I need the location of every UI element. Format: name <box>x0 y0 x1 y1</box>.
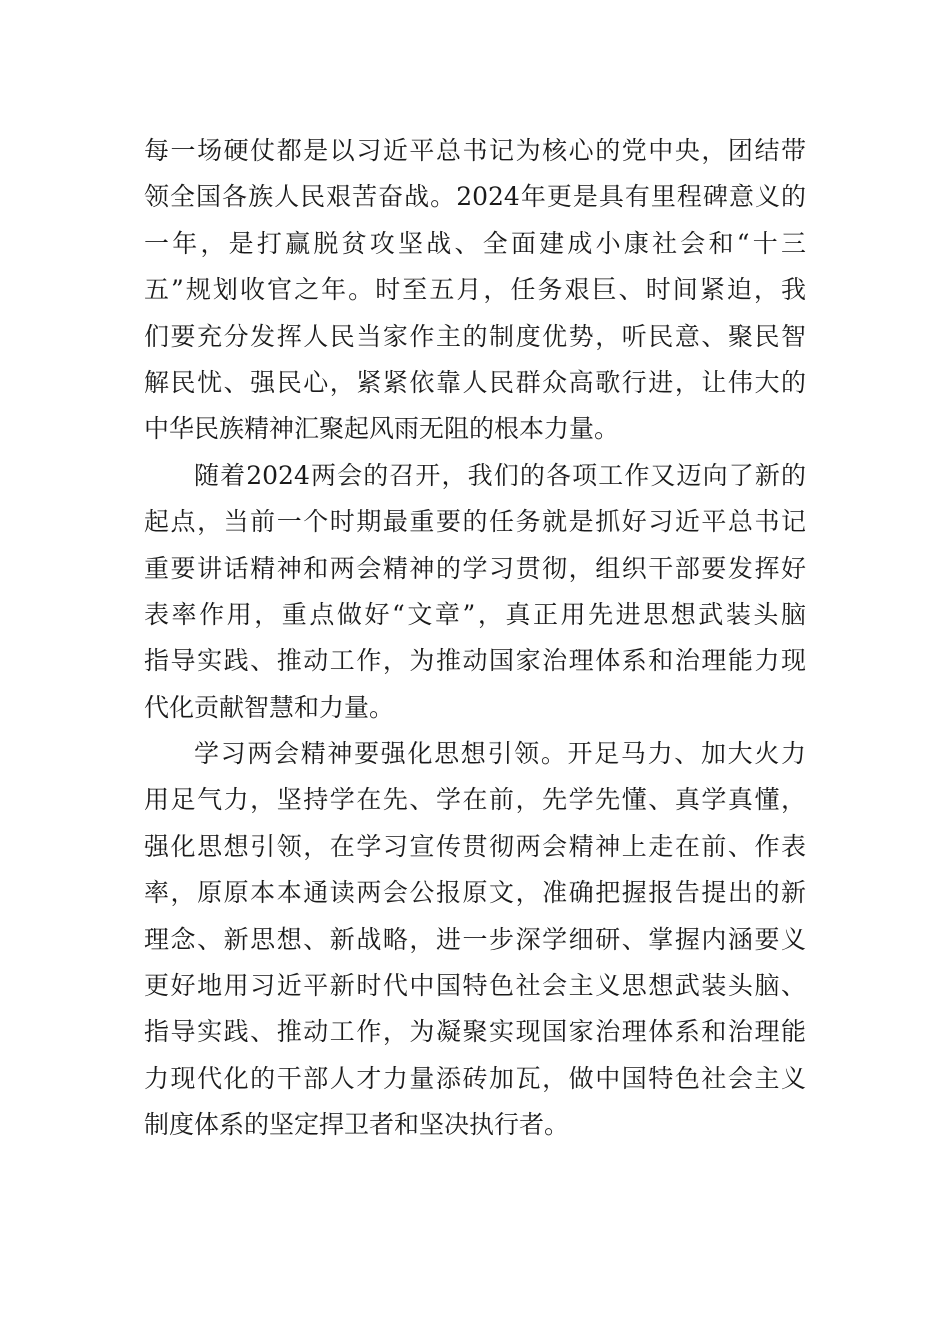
paragraph-line: 重要讲话精神和两会精神的学习贯彻，组织干部要发挥好 <box>144 553 806 583</box>
paragraph-line: 指导实践、推动工作，为凝聚实现国家治理体系和治理能 <box>144 1017 806 1047</box>
paragraph-line: 强化思想引领，在学习宣传贯彻两会精神上走在前、作表 <box>144 831 806 861</box>
paragraph-line: 力现代化的干部人才力量添砖加瓦，做中国特色社会主义 <box>144 1063 806 1093</box>
paragraph-line: 指导实践、推动工作，为推动国家治理体系和治理能力现 <box>144 646 806 676</box>
paragraph-line: 理念、新思想、新战略，进一步深学细研、掌握内涵要义 <box>144 924 806 954</box>
document-body <box>144 128 806 1149</box>
paragraph-line: 解民忧、强民心，紧紧依靠人民群众高歌行进，让伟大的 <box>144 367 806 397</box>
paragraph-line: 五”规划收官之年。时至五月，任务艰巨、时间紧迫，我 <box>144 275 806 305</box>
paragraph-line: 领全国各族人民艰苦奋战。2024年更是具有里程碑意义的 <box>144 182 806 212</box>
paragraph-line: 率，原原本本通读两会公报原文，准确把握报告提出的新 <box>144 878 806 908</box>
paragraph-line: 表率作用，重点做好“文章”，真正用先进思想武装头脑 <box>144 599 806 629</box>
paragraph-line: 一年，是打赢脱贫攻坚战、全面建成小康社会和“十三 <box>144 228 806 258</box>
paragraph-line: 起点，当前一个时期最重要的任务就是抓好习近平总书记 <box>144 507 806 537</box>
paragraph-line: 用足气力，坚持学在先、学在前，先学先懂、真学真懂， <box>144 785 806 815</box>
paragraph-line: 学习两会精神要强化思想引领。开足马力、加大火力 <box>194 739 806 769</box>
paragraph-line: 制度体系的坚定捍卫者和坚决执行者。 <box>144 1110 570 1140</box>
paragraph-line: 随着2024两会的召开，我们的各项工作又迈向了新的 <box>194 460 806 490</box>
paragraph-line: 们要充分发挥人民当家作主的制度优势，听民意、聚民智 <box>144 321 806 351</box>
paragraph-line: 更好地用习近平新时代中国特色社会主义思想武装头脑、 <box>144 971 806 1001</box>
paragraph-line: 中华民族精神汇聚起风雨无阻的根本力量。 <box>144 414 620 444</box>
paragraph-line: 代化贡献智慧和力量。 <box>144 692 395 722</box>
paragraph-line: 每一场硬仗都是以习近平总书记为核心的党中央，团结带 <box>144 136 806 165</box>
